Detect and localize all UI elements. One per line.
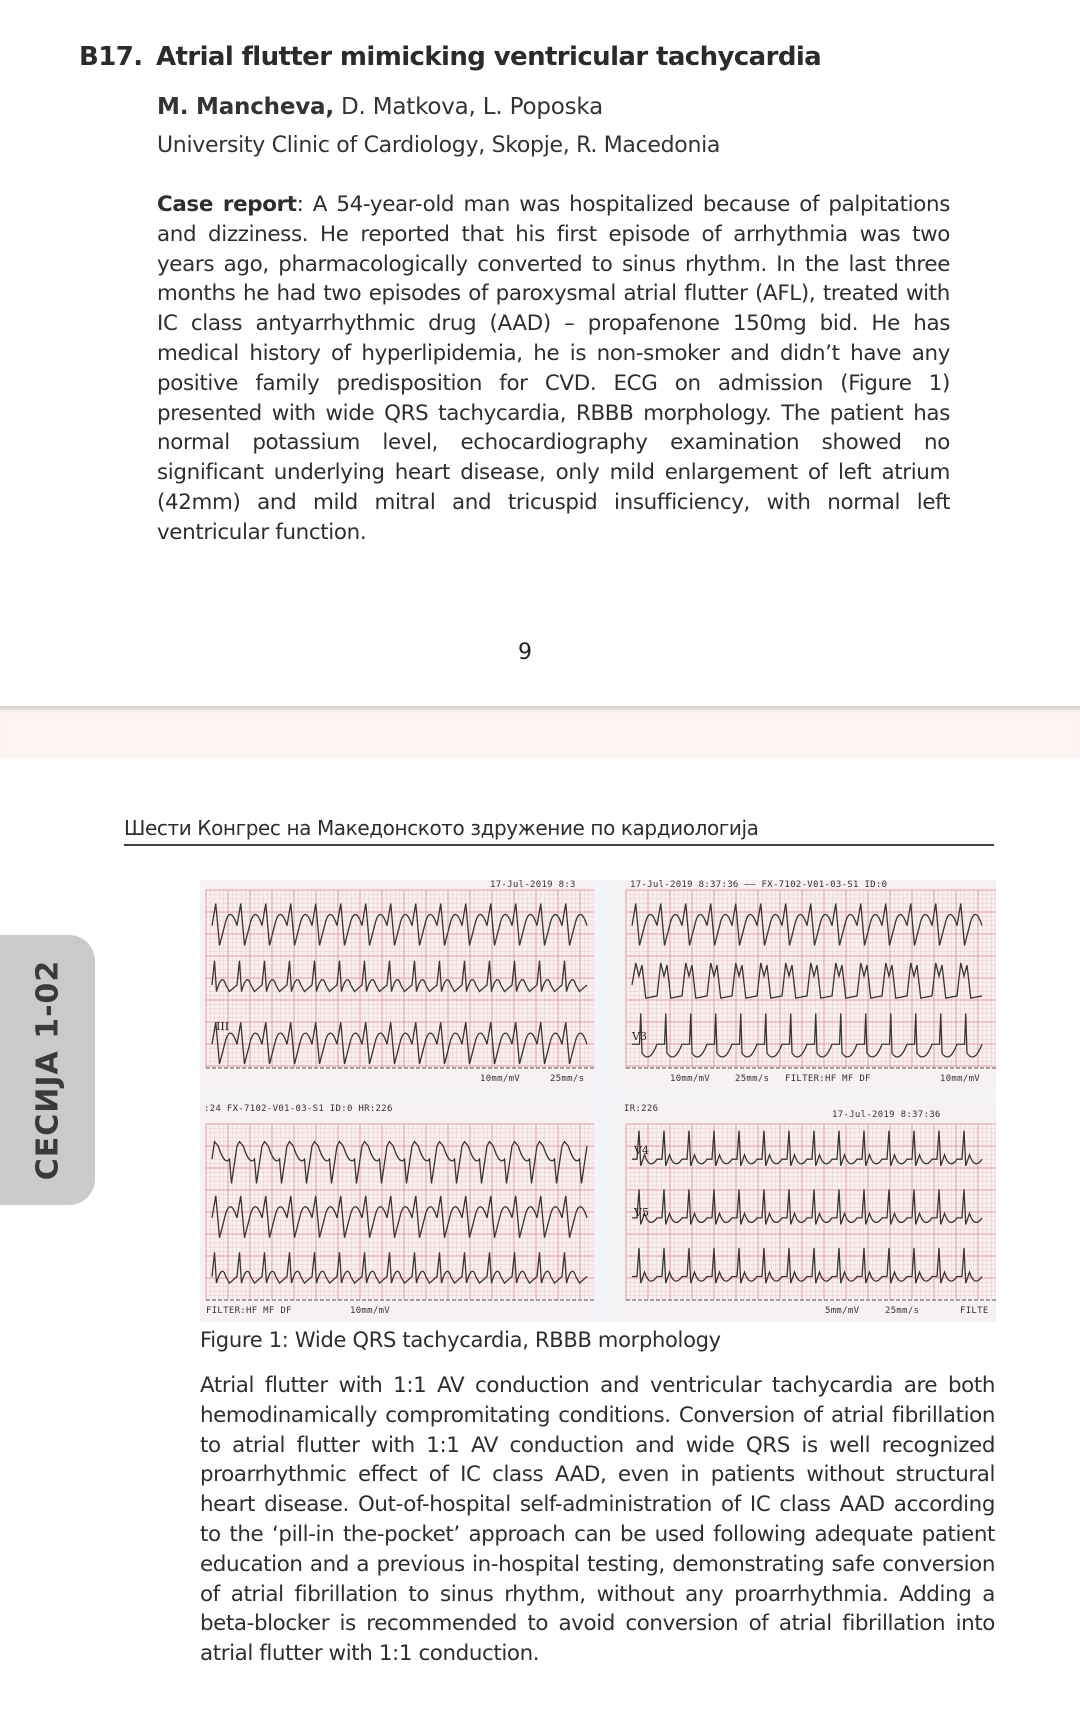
filter-label: FILTER:HF MF DF (206, 1306, 292, 1316)
gain-label: 5mm/mV (825, 1306, 860, 1316)
abstract-number: B17. (79, 42, 143, 72)
lead-label: V4 (634, 1144, 649, 1157)
figure-caption: Figure 1: Wide QRS tachycardia, RBBB morphology (200, 1328, 721, 1352)
case-report-label: Case report (157, 192, 297, 217)
gain-label: 10mm/mV (350, 1306, 391, 1316)
speed-label: 25mm/s (735, 1074, 770, 1084)
ecg-figure (200, 880, 996, 1322)
gain-label: 10mm/mV (670, 1074, 711, 1084)
ecg-strip-bottom-right (620, 1102, 996, 1322)
speed-label: 25mm/s (550, 1074, 585, 1084)
ecg-strip-top-left (200, 880, 594, 1090)
filter-label: FILTE (960, 1306, 989, 1316)
case-report-text: : A 54-year-old man was hospitalized because of palpitations and dizziness. He reported that his first episode of arrhythmia was two years ago, pharmacologically converted to sinus rhythm. In the last three months he had two episodes of paroxysmal atrial flutter (AFL), treated with IC class antyarrhythmic drug (AAD) – propafenone 150mg bid. He has medical history of hyperlipidemia, he is non-smoker and didn’t have any positive family predisposition for CVD. ECG on admission (Figure 1) presented with wide QRS tachycardia, RBBB morphology. The patient has normal potassium level, echocardiography examination showed no significant underlying heart disease, only mild enlargement of left atrium (42mm) and mild mitral and tricuspid insufficiency, with normal left ventricular function. (157, 192, 950, 545)
author-list (157, 94, 603, 120)
presenting-author: M. Mancheva, (157, 94, 334, 120)
co-authors: D. Matkova, L. Poposka (333, 94, 603, 120)
ecg-grid-and-traces (200, 880, 594, 1090)
page-number: 9 (518, 640, 532, 665)
abstract-title-text: Atrial flutter mimicking ventricular tachycardia (156, 42, 822, 72)
ecg-timestamp: 17-Jul-2019 8:37:36 (832, 1110, 941, 1120)
lead-label: V5 (634, 1206, 649, 1219)
running-header: Шести Конгрес на Македонското здружение по кардиологија (124, 816, 994, 846)
session-tab-label: СЕСИЈА 1-02 (30, 959, 66, 1181)
ecg-strip-bottom-left (200, 1102, 594, 1322)
ecg-timestamp: 17-Jul-2019 8:3 (490, 880, 576, 890)
lead-label: V3 (632, 1030, 647, 1043)
ecg-device-info: :24 FX-7102-V01-03-S1 ID:0 HR:226 (204, 1104, 393, 1114)
gain-label: 10mm/mV (480, 1074, 521, 1084)
abstract-title (79, 42, 821, 72)
ecg-grid-and-traces (620, 880, 996, 1090)
ecg-heart-rate: IR:226 (624, 1104, 659, 1114)
affiliation: University Clinic of Cardiology, Skopje, R. Macedonia (157, 133, 721, 158)
case-report-paragraph (157, 190, 950, 548)
lead-label: III (216, 1020, 230, 1033)
ecg-strip-top-right (620, 880, 996, 1090)
discussion-paragraph: Atrial flutter with 1:1 AV conduction and ventricular tachycardia are both hemodinamically compromitating conditions. Conversion of atrial fibrillation to atrial flutter with 1:1 AV conduction and wide QRS is well recognized proarrhythmic effect of IC class AAD, even in patients without structural heart disease. Out-of-hospital self-administration of IC class AAD according to the ‘pill-in the-pocket’ approach can be used following adequate patient education and a previous in-hospital testing, demonstrating safe conversion of atrial fibrillation to sinus rhythm, without any proarrhythmia. Adding a beta-blocker is recommended to avoid conversion of atrial fibrillation into atrial flutter with 1:1 conduction. (200, 1373, 995, 1667)
speed-label: 25mm/s (885, 1306, 920, 1316)
gain-label: 10mm/mV (940, 1074, 981, 1084)
ecg-grid-and-traces (620, 1102, 996, 1322)
ecg-grid-and-traces (200, 1102, 594, 1322)
page-separator (0, 706, 1080, 758)
filter-label: FILTER:HF MF DF (785, 1074, 871, 1084)
ecg-device-info: 17-Jul-2019 8:37:36 —— FX-7102-V01-03-S1 ID:0 (630, 880, 888, 890)
